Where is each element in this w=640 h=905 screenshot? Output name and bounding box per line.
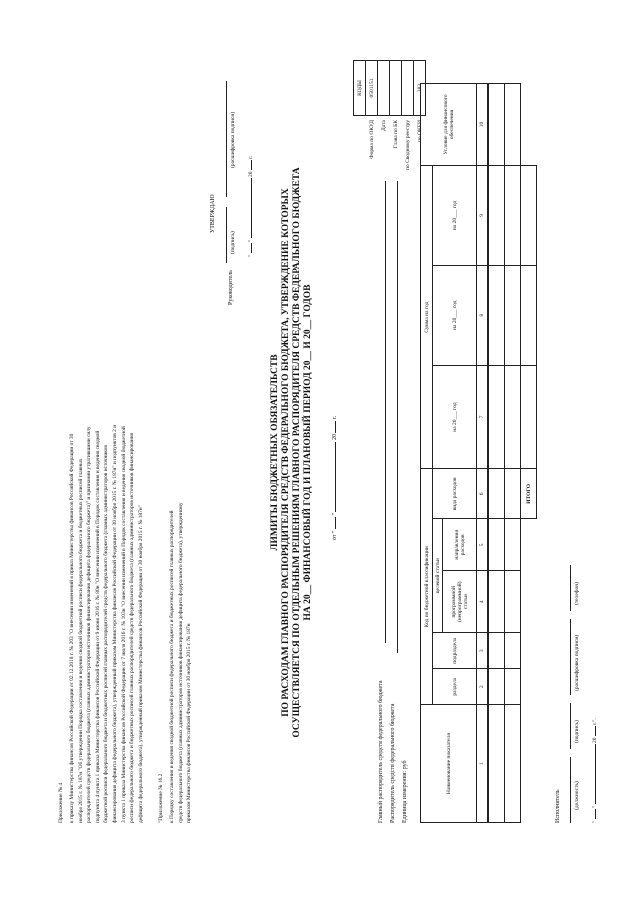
table-row xyxy=(488,84,505,823)
col-number: 1 xyxy=(477,705,489,823)
appendix-body-text: к Порядку составления и ведения сводной бюджетной росписи федерального бюджета и бюджетных росписей главных распорядителей средств федерального бюджета (главных администраторов источников финансирования дефицита федерального бюджета), утвержденному приказом Министерства финансов Российской Федерации от 30 ноября 2015 г. № 187н xyxy=(169,502,193,823)
col-number: 8 xyxy=(477,265,489,365)
title-line-1: ЛИМИТЫ БЮДЖЕТНЫХ ОБЯЗАТЕЛЬСТВ xyxy=(270,354,280,551)
codes-value xyxy=(378,61,390,116)
appendix-text: к приказу Министерства финансов Российской Федерации от 02.12.2018 г. № 203 "О внесении изменений в приказ Министерства финансов Российской Федерации от 30 ноября 2015 г. № 187н "Об утверждении Порядка составления и ведения сводной бюджетной росписи федерального бюджета и бюджетных росписей главных распорядителей средств федерального бюджета (главных администраторов источников финансирования дефицита федерального бюджета)" и признании утратившими силу подпункта 4 пункта 1 приказа Министерства финансов Российской Федерации от 9 июня 2016 г. № 80н "О внесении изменений в Порядок составления и ведения сводной бюджетной росписи федерального бюджета и бюджетных росписей главных распорядителей средств федерального бюджета (главных администраторов источников финансирования дефицита федерального бюджета), утвержденный приказом Министерства финансов Российской Федерации от 30 ноября 2015 г. № 187н" и подпунктов 2 и 3 пункта 1 приказа Министерства финансов Российской Федерации от 7 июля 2016 г. № 103н "О внесении изменений в Порядок составления и ведения сводной бюджетной росписи федерального бюджета и бюджетных росписей главных распорядителей средств федерального бюджета (главных администраторов источников финансирования дефицита федерального бюджета), утвержденный приказом Министерства финансов Российской Федерации от 30 ноября 2015 г. № 187н" xyxy=(69,424,144,823)
title-line-4: НА 20__ ФИНАНСОВЫЙ ГОД И ПЛАНОВЫЙ ПЕРИОД 20__ И 20__ ГОДОВ xyxy=(303,284,313,621)
col-program-header: программной (непрограммной) статьи xyxy=(443,571,477,633)
appendix-title: Приложение № 4 xyxy=(58,782,64,823)
col-year1-header: на 20___ год xyxy=(433,365,477,469)
codes-value xyxy=(390,61,402,116)
total-row xyxy=(521,84,537,823)
executor-signature-caption: (подпись) xyxy=(574,720,580,743)
col-number: 7 xyxy=(477,365,489,469)
approval-heading: УТВЕРЖДАЮ xyxy=(210,194,216,233)
executor-signature-line xyxy=(570,703,571,749)
approval-signature-caption: (подпись) xyxy=(230,231,236,254)
approval-role: Руководитель xyxy=(228,270,234,305)
col-number: 6 xyxy=(477,469,489,519)
col-subsection-header: подраздела xyxy=(433,633,477,669)
executor-decoding-caption: (расшифровка подписи) xyxy=(574,634,580,691)
executor-phone-caption: (телефон) xyxy=(574,581,580,605)
col-code-group-header: Код по бюджетной классификации xyxy=(421,469,433,705)
executor-decoding-line xyxy=(570,619,571,695)
col-year2-header: на 20___ год xyxy=(433,265,477,365)
col-sum-group-header: Сумма на год xyxy=(421,165,433,468)
document-date: от " " 20 г. xyxy=(332,415,338,540)
col-number: 2 xyxy=(477,669,489,705)
main-manager-line xyxy=(385,181,386,643)
manager-line xyxy=(397,181,398,653)
col-number: 5 xyxy=(477,519,489,571)
codes-label: по ОКЕИ xyxy=(416,120,423,143)
executor-label: Исполнитель xyxy=(555,789,561,823)
executor-position-line xyxy=(570,757,571,823)
col-direction-header: направления расходов xyxy=(443,519,477,571)
approval-signature-line xyxy=(226,207,227,263)
col-number: 10 xyxy=(477,84,489,166)
codes-label: Форма по ОКУД xyxy=(368,120,375,159)
executor-phone-line xyxy=(570,565,571,611)
codes-label: Дата xyxy=(380,120,387,131)
col-expense-type-header: вида расходов xyxy=(433,469,477,519)
title-line-3: ОСУЩЕСТВЛЯЕТСЯ ПО ОТДЕЛЬНЫМ РЕШЕНИЯМ ГЛАВНОГО РАСПОРЯДИТЕЛЯ СРЕДСТВ ФЕДЕРАЛЬНОГО БЮДЖЕТА xyxy=(292,167,302,738)
col-target-header: целевой статьи xyxy=(433,519,443,633)
codes-label: по Сводному реестру xyxy=(404,120,411,170)
appendix-body-title: "Приложение № 16.2 xyxy=(158,773,164,823)
unit-label: Единица измерения: руб xyxy=(402,760,408,823)
col-year3-header: на 20___ год xyxy=(433,165,477,265)
approval-date: " " 20 г. xyxy=(248,155,254,257)
col-name-header: Наименование показателя xyxy=(421,705,477,823)
executor-position-caption: (должность) xyxy=(574,781,580,810)
approval-decoding-line xyxy=(226,81,227,197)
col-number: 4 xyxy=(477,571,489,633)
approval-decoding-caption: (расшифровка подписи) xyxy=(230,111,236,168)
main-manager-label: Главный распорядитель средств федерального бюджета xyxy=(378,680,384,823)
col-number: 3 xyxy=(477,633,489,669)
total-label: ИТОГО xyxy=(521,469,537,519)
executor-date: " " 20 г.". xyxy=(592,718,598,823)
codes-label: Глава по БК xyxy=(392,120,399,149)
col-condition-header: Условие для финансового обеспечения xyxy=(421,84,477,166)
codes-value: 383 xyxy=(414,61,426,116)
limits-table xyxy=(420,83,537,823)
codes-value: 0501151 xyxy=(366,61,378,116)
table-row xyxy=(505,84,521,823)
codes-value xyxy=(402,61,414,116)
manager-label: Распорядитель средств федерального бюджета xyxy=(390,703,396,823)
title-line-2: ПО РАСХОДАМ ГЛАВНОГО РАСПОРЯДИТЕЛЯ СРЕДСТВ ФЕДЕРАЛЬНОГО БЮДЖЕТА, УТВЕРЖДЕНИЕ КОТОРЫХ xyxy=(281,188,291,717)
col-number: 9 xyxy=(477,165,489,265)
col-section-header: раздела xyxy=(433,669,477,705)
codes-header: КОДЫ xyxy=(354,61,366,116)
codes-table xyxy=(353,60,426,173)
